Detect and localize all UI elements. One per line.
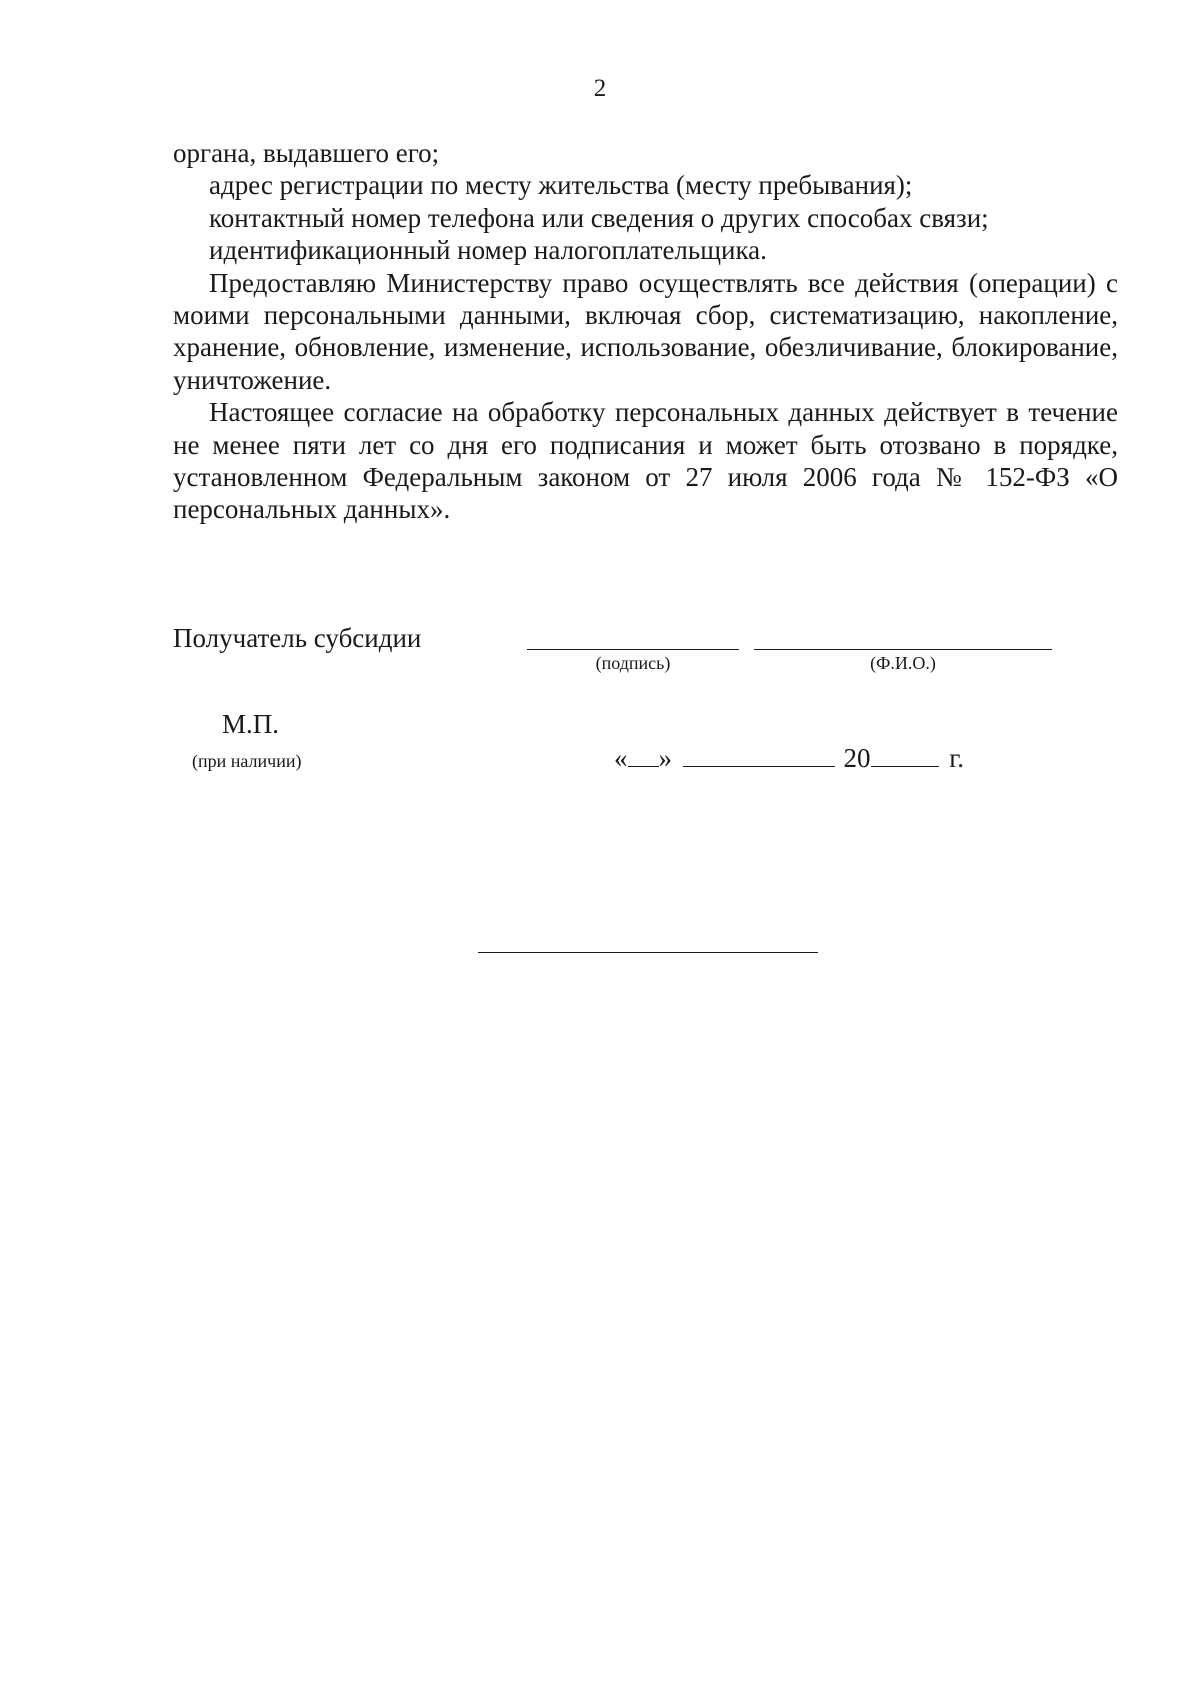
year-suffix: г. <box>949 743 965 773</box>
paragraph-processing-rights: Предоставляю Министерству право осуществлять все действия (операции) с моими персональными данными, включая сбор, систематизацию, накопление, хранение, обновление, изменение, использование, обезличивание, блокирование, уничтожение. <box>173 267 1118 395</box>
year-blank <box>871 742 939 767</box>
document-end-rule <box>478 952 818 953</box>
stamp-label: М.П. <box>222 709 280 739</box>
page-number: 2 <box>593 75 607 102</box>
day-blank <box>628 742 659 767</box>
stamp-note: (при наличии) <box>192 751 302 771</box>
date-open-quote: « <box>614 743 628 773</box>
date-line <box>614 742 964 774</box>
signature-caption: (подпись) <box>595 653 671 673</box>
recipient-label: Получатель субсидии <box>173 623 422 653</box>
paragraph-issuing-authority: органа, выдавшего его; <box>173 138 440 168</box>
paragraph-contact-phone: контактный номер телефона или сведения о других способах связи; <box>209 202 989 233</box>
year-prefix: 20 <box>843 743 871 773</box>
paragraph-tax-id: идентификационный номер налогоплательщика. <box>209 235 767 266</box>
date-close-quote: » <box>658 743 672 773</box>
month-blank <box>683 742 835 767</box>
consent-body <box>173 137 1118 526</box>
paragraph-registration-address: адрес регистрации по месту жительства (месту пребывания); <box>209 170 913 201</box>
paragraph-consent-validity: Настоящее согласие на обработку персональных данных действует в течение не менее пяти лет со дня его подписания и может быть отозвано в порядке, установленном Федеральным законом от 27 июля 2006 года № 152-ФЗ «О персональных данных». <box>173 397 1118 525</box>
full-name-caption: (Ф.И.О.) <box>870 653 936 673</box>
full-name-line <box>754 649 1052 650</box>
signature-line <box>527 649 739 650</box>
